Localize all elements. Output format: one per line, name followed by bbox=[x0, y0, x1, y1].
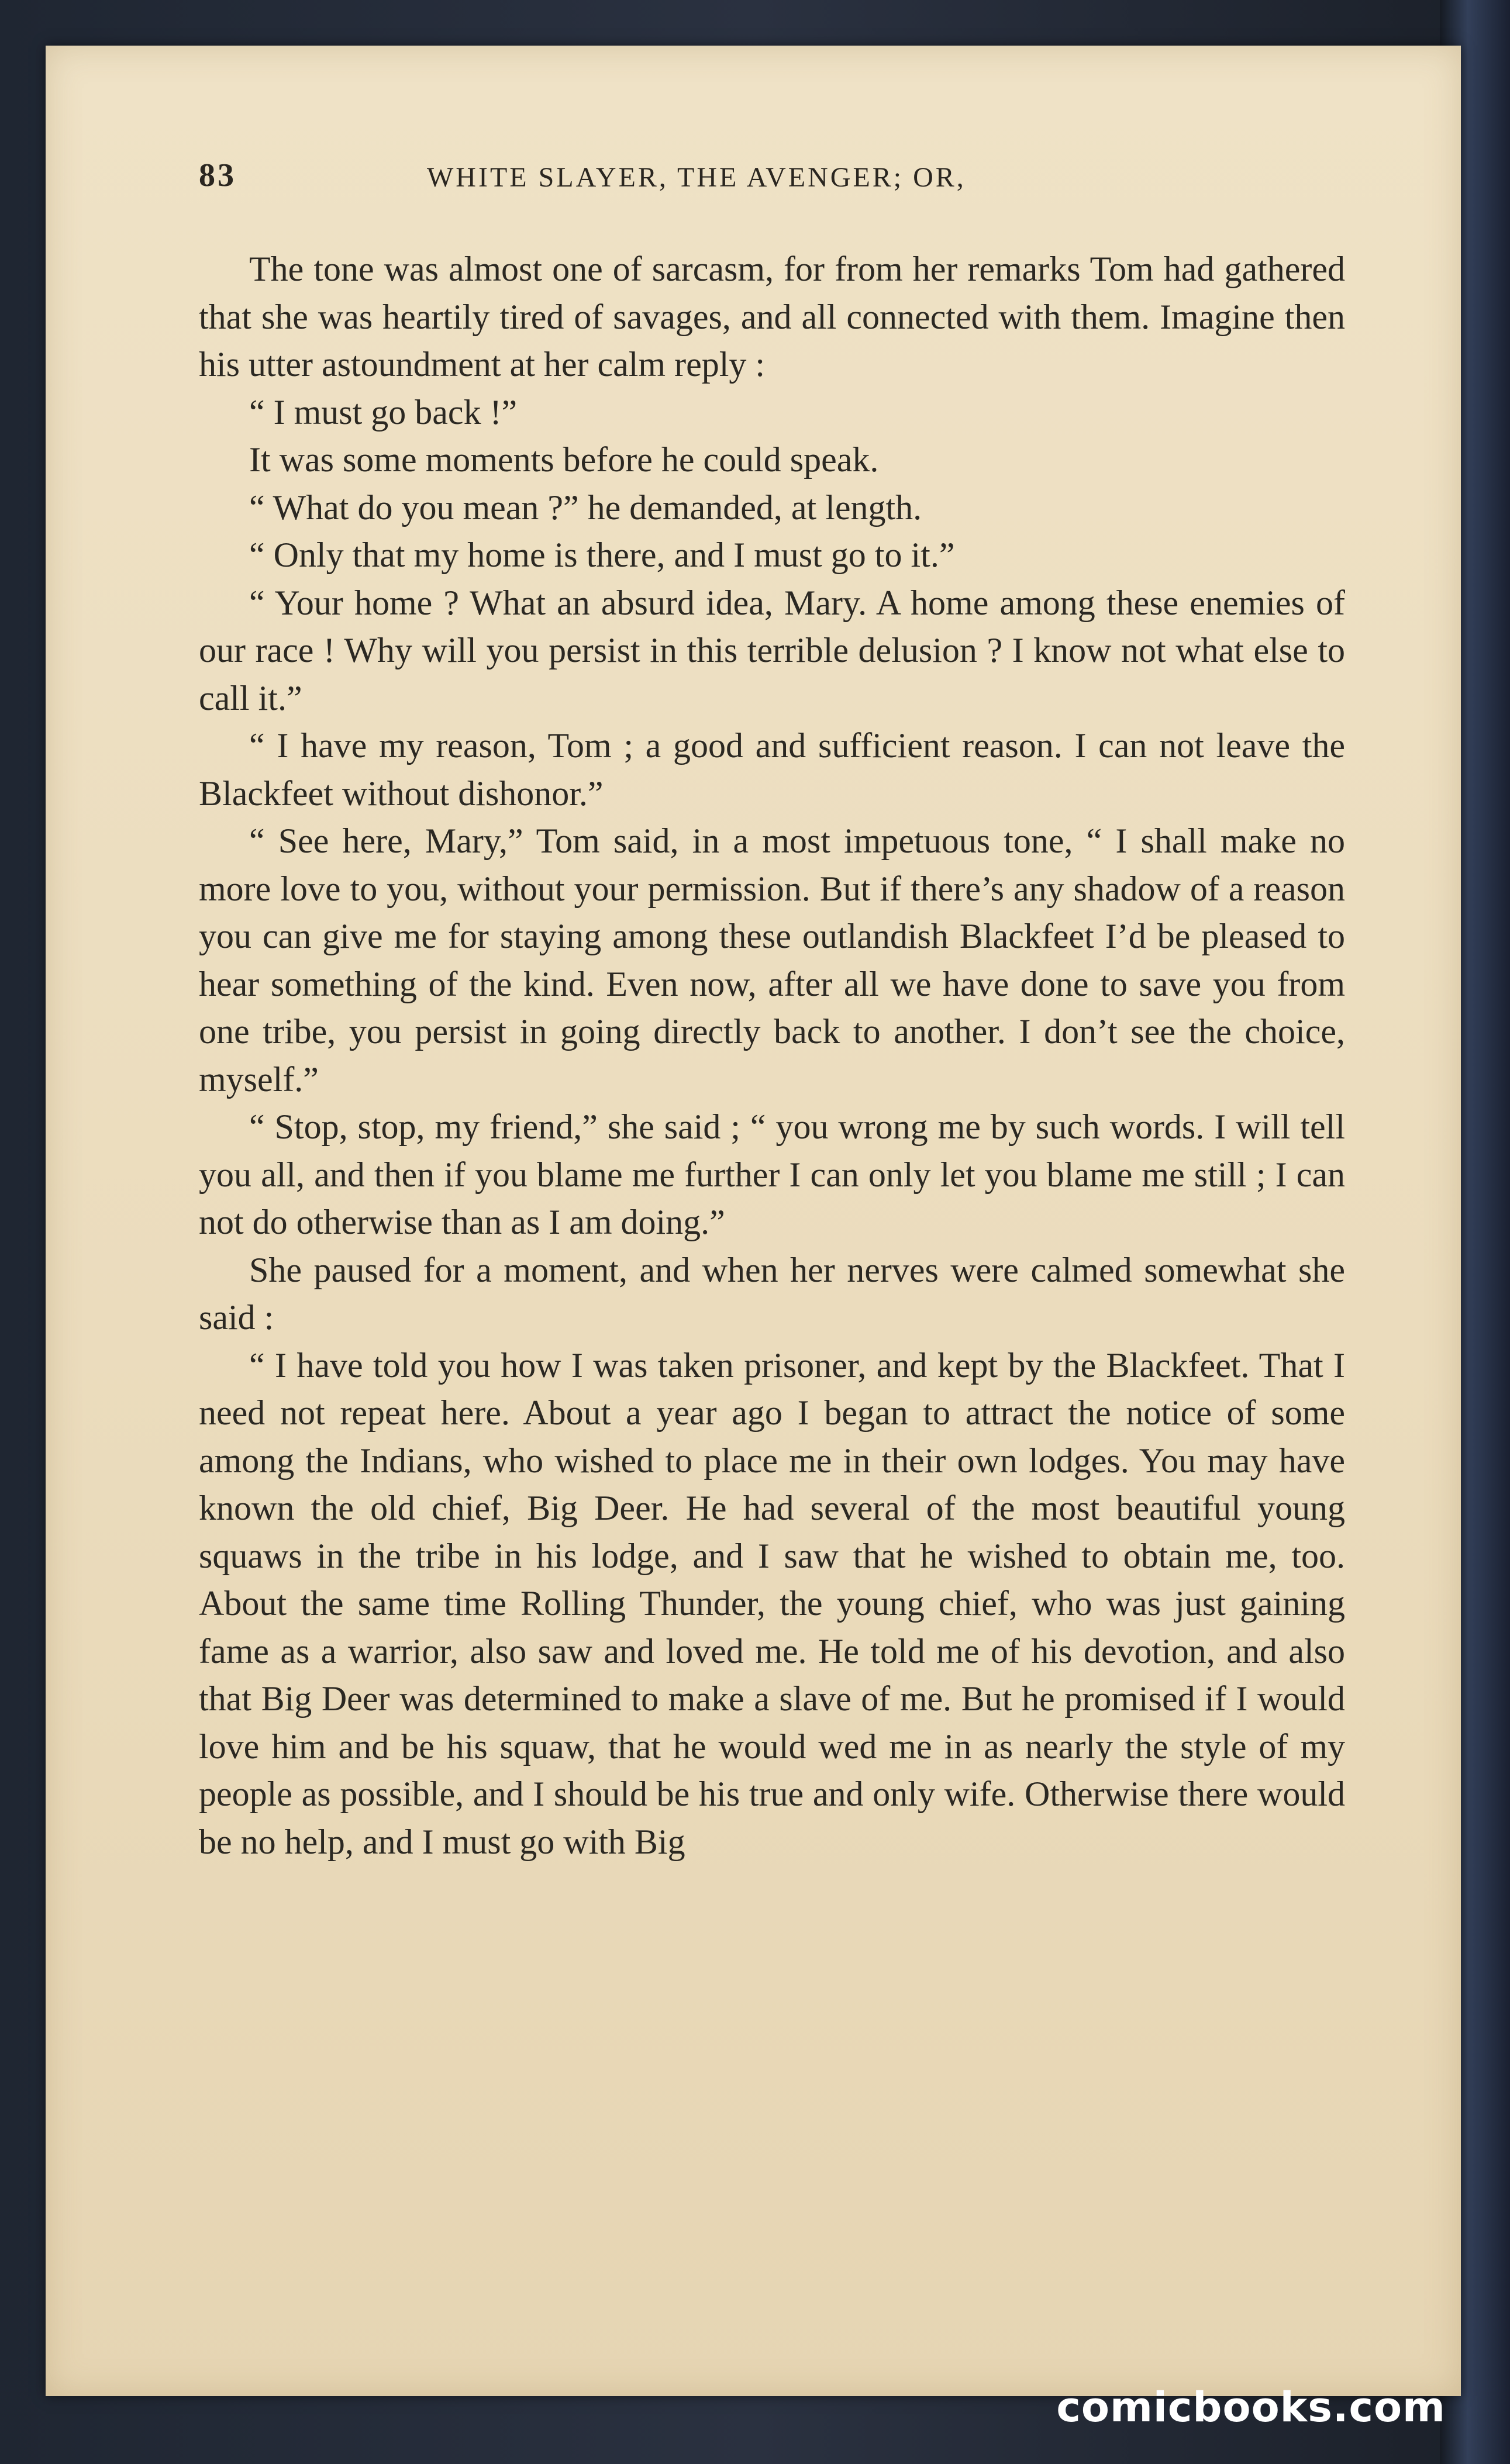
paragraph: “ Stop, stop, my friend,” she said ; “ you wrong me by such words. I will tell you all, and then if you blame me further I can only let you blame me still ; I can not do otherwise than as I am doing.” bbox=[199, 1107, 1345, 1241]
paragraph: “ What do you mean ?” he demanded, at length. bbox=[249, 488, 922, 527]
paragraph: “ I have my reason, Tom ; a good and sufficient reason. I can not leave the Blackfeet without dishonor.” bbox=[199, 726, 1345, 813]
page-header bbox=[199, 157, 1345, 209]
running-head: WHITE SLAYER, THE AVENGER; OR, bbox=[427, 162, 966, 193]
paragraph: The tone was almost one of sarcasm, for from her remarks Tom had gathered that she was heartily tired of savages, and all connected with them. Imagine then his utter astoundment at her calm reply : bbox=[199, 250, 1345, 384]
paragraph: “ I have told you how I was taken prisoner, and kept by the Blackfeet. That I need not repeat here. About a year ago I began to attract the notice of some among the Indians, who wished to place me in their own lodges. You may have known the old chief, Big Deer. He had several of the most beautiful young squaws in the tribe in his lodge, and I saw that he wished to obtain me, too. About the same time Rolling Thunder, the young chief, who was just gaining fame as a warrior, also saw and loved me. He told me of his devotion, and also that Big Deer was determined to make a slave of me. But he promised if I would love him and be his squaw, that he would wed me in as nearly the style of my people as possible, and I should be his true and only wife. Otherwise there would be no help, and I must go with Big bbox=[199, 1345, 1345, 1861]
paragraph: “ See here, Mary,” Tom said, in a most impetuous tone, “ I shall make no more love to you, without your permission. But if there’s any shadow of a reason you can give me for staying among these outlandish Blackfeet I’d be pleased to hear something of the kind. Even now, after all we have done to save you from one tribe, you persist in going directly back to another. I don’t see the choice, myself.” bbox=[199, 822, 1345, 1099]
paragraph: “ Your home ? What an absurd idea, Mary. A home among these enemies of our race ! Why will you persist in this terrible delusion ? I know not what else to call it.” bbox=[199, 583, 1345, 717]
watermark: comicbooks.com bbox=[1056, 2383, 1446, 2431]
paragraph: It was some moments before he could speak. bbox=[249, 440, 879, 479]
page-number: 83 bbox=[199, 157, 236, 194]
paragraph: She paused for a moment, and when her nerves were calmed somewhat she said : bbox=[199, 1250, 1345, 1337]
paragraph: “ I must go back !” bbox=[249, 392, 518, 432]
paragraph: “ Only that my home is there, and I must go to it.” bbox=[249, 536, 955, 574]
body-text bbox=[199, 246, 1345, 1866]
